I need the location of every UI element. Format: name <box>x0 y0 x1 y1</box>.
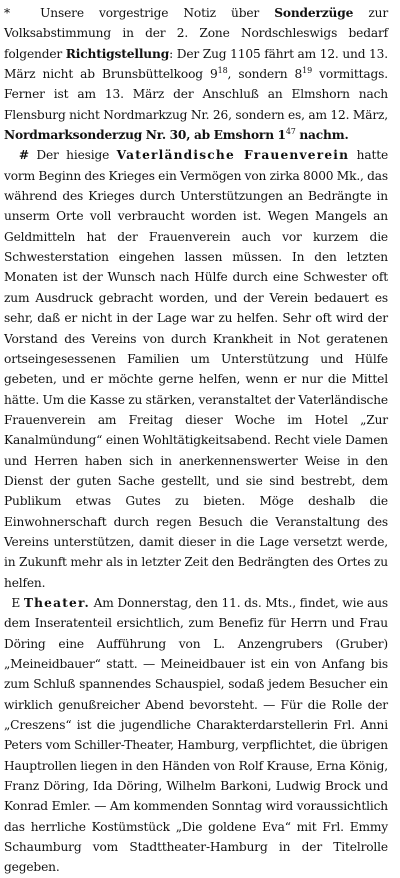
hash-mark: # <box>18 148 29 163</box>
notice-theater: E Theater. Am Donnerstag, den 11. ds. Mts., findet, wie aus dem Inseratenteil ersichtlich, zum Benefiz für Herrn und Frau Döring eine Aufführung von L. Anzengrubers (Gruber) „Meineidbauer“ statt. — Meineidbauer ist ein von Anfang bis zum Schluß spannendes Schauspiel, sodaß jedem Besucher ein wirklich genußreicher Abend bevorsteht. — Für die Rolle der „Creszens“ ist die jugendliche Charakterdarstellerin Frl. Anni Peters vom Schiller-Theater, Hamburg, verpflichtet, die übrigen Hauptrollen liegen in den Händen von Rolf Krause, Erna König, Franz Döring, Ida Döring, Wilhelm Barkoni, Ludwig Brock und Konrad Emler. — Am kommenden Sonntag wird voraussichtlich das herrliche Kostümstück „Die goldene Eva“ mit Frl. Emmy Schaumburg vom Stadttheater-Hamburg in der Titelrolle gegeben. <box>4 595 388 875</box>
keyword-richtigstellung: Richtigstellung <box>65 46 170 61</box>
section-mark: E <box>11 595 21 610</box>
keyword-sonderzuege: Sonderzüge <box>274 6 354 20</box>
keyword-nordmarksonderzug: Nordmarksonderzug Nr. 30, ab Emshorn 1 <box>4 128 286 143</box>
asterisk-mark: * <box>4 6 10 20</box>
keyword-frauenverein: Vaterländische Frauenverein <box>116 148 350 163</box>
notice-frauenverein: # Der hiesige Vaterländische Frauenverein hatte vorm Beginn des Krieges ein Vermögen von zirka 8000 Mk., das während des Krieges durch Unterstützungen an Bedrängte in unserm Orte voll verbraucht worden ist. Wegen Mangels an Geldmitteln hat der Frauenverein auch vor kurzem die Schwesterstation eingehen lassen müssen. In den letzten Monaten ist der Wunsch nach Hülfe durch eine Schwester oft zum Ausdruck gebracht worden, und der Verein bedauert es sehr, daß er nicht in der Lage war zu helfen. Sehr oft wird der Vorstand des Vereins von durch Krankheit in Not geratenen ortseingesessenen Familien um Unterstützung und Hülfe gebeten, und er möchte gerne helfen, wenn er nur die Mittel hätte. Um die Kasse zu stärken, veranstaltet der Vaterländische Frauenverein am Freitag dieser Woche im Hotel „Zur Kanalmündung“ einen Wohltätigkeitsabend. Recht viele Damen und Herren haben sich in anerkennenswerter Weise in den Dienst der guten Sache gestellt, und sie sind bestrebt, dem Publikum etwas Gutes zu bieten. Möge deshalb die Einwohnerschaft durch regen Besuch die Veranstaltung des Vereins unterstützen, damit dieser in die Lage versetzt werde, in Zukunft mehr als in letzter Zeit den Bedrängten des Ortes zu helfen. <box>4 148 389 590</box>
notice-special-trains: * Unsere vorgestrige Notiz über Sonderzüge zur Volksabstimmung in der 2. Zone Nordschleswigs bedarf folgender Richtigstellung: Der Zug 1105 fährt am 12. und 13. März nicht ab Brunsbüttelkoog $9^{18}$, sondern $8^{19}$ vormittags. Ferner ist am 13. März der Anschluß an Elmshorn nach Flensburg nicht Nordmarkzug Nr. 26, sondern es, am 12. März, Nordmarksonderzug Nr. 30, ab Emshorn $1^{47}$ nachm. <box>4 6 389 143</box>
keyword-theater: Theater. <box>23 595 90 610</box>
